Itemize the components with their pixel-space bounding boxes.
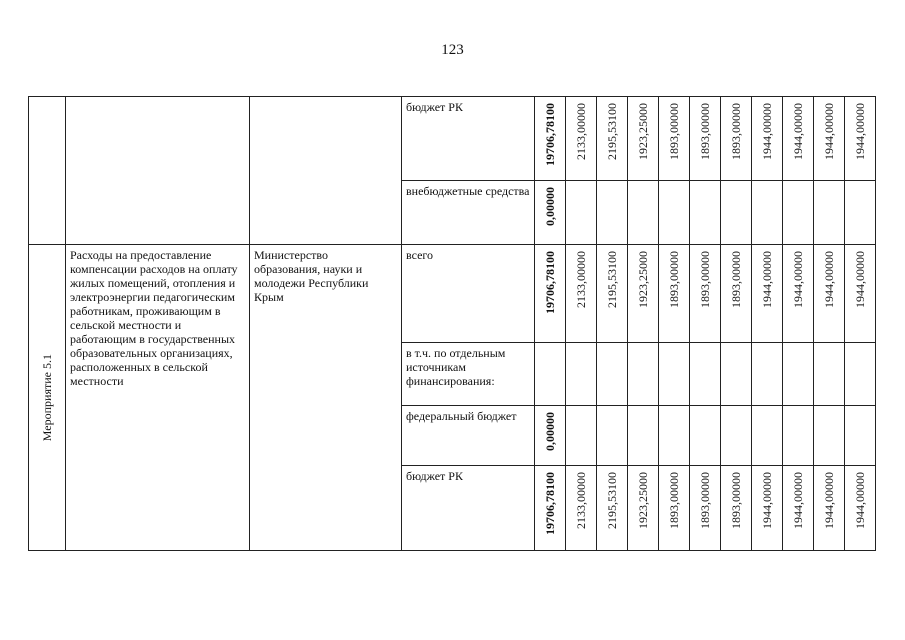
year-value: 1923,25000 [636, 103, 650, 160]
year-value: 1944,00000 [853, 472, 867, 529]
year-cell [566, 343, 597, 406]
total-cell [535, 343, 566, 406]
year-cell [814, 181, 845, 245]
table-row [29, 97, 876, 181]
source-cell [402, 343, 535, 406]
year-cell [659, 406, 690, 466]
year-cell [659, 97, 690, 181]
measure-description: Расходы на предоставление компенсации расходов на оплату жилых помещений, отопления и электроэнергии педагогическим работникам, проживающим в сельской местности и работающим в государственных образовательных организациях, расположенных в сельской местности [70, 248, 238, 388]
year-cell [783, 245, 814, 343]
year-value: 2133,00000 [574, 251, 588, 308]
year-cell [814, 245, 845, 343]
year-cell [814, 97, 845, 181]
total-value: 19706,78100 [543, 472, 557, 535]
total-cell [535, 97, 566, 181]
year-value: 1944,00000 [791, 251, 805, 308]
year-value: 1893,00000 [667, 103, 681, 160]
year-value: 2195,53100 [605, 472, 619, 529]
year-value: 1944,00000 [760, 103, 774, 160]
year-cell [628, 97, 659, 181]
source-cell [402, 245, 535, 343]
year-value: 1893,00000 [698, 103, 712, 160]
year-cell [597, 181, 628, 245]
financing-table [28, 96, 876, 551]
year-cell [597, 406, 628, 466]
year-cell [752, 245, 783, 343]
source-cell [402, 97, 535, 181]
year-cell [721, 406, 752, 466]
year-cell [628, 466, 659, 551]
year-value: 1923,25000 [636, 472, 650, 529]
year-cell [566, 181, 597, 245]
year-value: 1893,00000 [729, 251, 743, 308]
year-cell [783, 97, 814, 181]
measure-description-cell [66, 245, 250, 551]
year-cell [845, 97, 876, 181]
year-cell [597, 343, 628, 406]
year-cell [845, 466, 876, 551]
year-value: 1893,00000 [698, 251, 712, 308]
year-cell [845, 245, 876, 343]
year-cell [690, 406, 721, 466]
total-value: 19706,78100 [543, 251, 557, 314]
year-value: 1944,00000 [853, 103, 867, 160]
year-cell [566, 466, 597, 551]
total-cell [535, 245, 566, 343]
year-cell [597, 97, 628, 181]
year-value: 1944,00000 [822, 103, 836, 160]
year-cell [845, 343, 876, 406]
year-cell [566, 245, 597, 343]
year-cell [628, 181, 659, 245]
total-cell [535, 181, 566, 245]
year-cell [690, 343, 721, 406]
total-value: 0,00000 [543, 187, 557, 226]
year-value: 1893,00000 [729, 472, 743, 529]
year-cell [752, 406, 783, 466]
year-value: 1944,00000 [760, 251, 774, 308]
year-cell [597, 466, 628, 551]
total-cell [535, 466, 566, 551]
funding-source: федеральный бюджет [406, 409, 517, 423]
year-cell [721, 245, 752, 343]
year-cell [566, 97, 597, 181]
year-value: 1944,00000 [791, 103, 805, 160]
funding-source: бюджет РК [406, 469, 463, 483]
year-cell [628, 245, 659, 343]
year-value: 1893,00000 [667, 472, 681, 529]
year-cell [845, 181, 876, 245]
year-cell [690, 181, 721, 245]
page-number: 123 [441, 42, 464, 58]
year-cell [752, 466, 783, 551]
year-cell [783, 406, 814, 466]
year-value: 1944,00000 [760, 472, 774, 529]
year-cell [566, 406, 597, 466]
year-cell [659, 245, 690, 343]
year-value: 1893,00000 [698, 472, 712, 529]
year-cell [659, 343, 690, 406]
table-row [29, 245, 876, 343]
code-cell-continued [29, 97, 66, 245]
source-cell [402, 406, 535, 466]
executor-cell-continued [250, 97, 402, 245]
year-cell [721, 466, 752, 551]
year-cell [752, 343, 783, 406]
year-cell [814, 406, 845, 466]
year-cell [752, 181, 783, 245]
year-cell [783, 466, 814, 551]
year-cell [628, 406, 659, 466]
funding-source: бюджет РК [406, 100, 463, 114]
funding-source: всего [406, 248, 434, 262]
total-value: 0,00000 [543, 412, 557, 451]
year-cell [752, 97, 783, 181]
year-value: 1893,00000 [667, 251, 681, 308]
year-cell [721, 181, 752, 245]
year-cell [690, 245, 721, 343]
measure-code: Мероприятие 5.1 [40, 353, 54, 442]
source-cell [402, 466, 535, 551]
measure-code-cell [29, 245, 66, 551]
year-cell [690, 97, 721, 181]
description-cell-continued [66, 97, 250, 245]
year-cell [783, 181, 814, 245]
year-cell [721, 97, 752, 181]
year-value: 2133,00000 [574, 103, 588, 160]
year-value: 1944,00000 [853, 251, 867, 308]
year-value: 1893,00000 [729, 103, 743, 160]
year-value: 1944,00000 [791, 472, 805, 529]
year-value: 2195,53100 [605, 103, 619, 160]
total-value: 19706,78100 [543, 103, 557, 166]
year-cell [690, 466, 721, 551]
measure-executor: Министерство образования, науки и молодежи Республики Крым [254, 248, 369, 304]
year-cell [659, 181, 690, 245]
year-cell [721, 343, 752, 406]
year-cell [814, 466, 845, 551]
year-value: 1944,00000 [822, 472, 836, 529]
total-cell [535, 406, 566, 466]
year-cell [597, 245, 628, 343]
year-cell [659, 466, 690, 551]
year-cell [783, 343, 814, 406]
funding-source: внебюджетные средства [406, 184, 530, 198]
year-cell [628, 343, 659, 406]
year-value: 1944,00000 [822, 251, 836, 308]
measure-executor-cell [250, 245, 402, 551]
year-value: 2195,53100 [605, 251, 619, 308]
year-value: 1923,25000 [636, 251, 650, 308]
year-cell [814, 343, 845, 406]
year-cell [845, 406, 876, 466]
year-value: 2133,00000 [574, 472, 588, 529]
source-cell [402, 181, 535, 245]
funding-source: в т.ч. по отдельным источникам финансирования: [406, 346, 506, 388]
